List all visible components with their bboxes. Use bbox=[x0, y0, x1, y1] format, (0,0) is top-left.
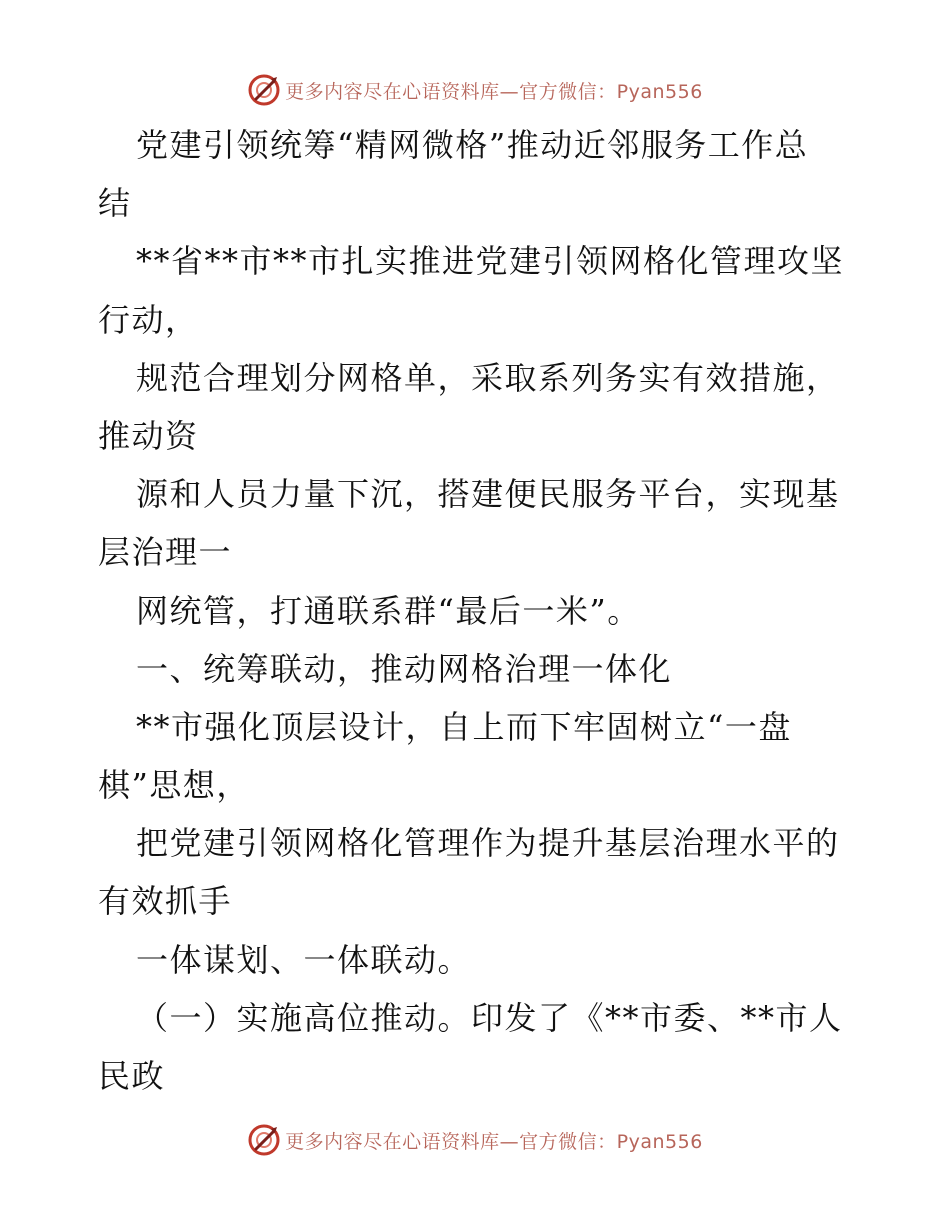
paragraph-line: 网统管，打通联系群“最后一米”。 bbox=[136, 591, 641, 630]
header-banner-text bbox=[285, 77, 703, 104]
document-body bbox=[98, 116, 858, 1105]
header-banner bbox=[0, 70, 950, 110]
paragraph-line: **市强化顶层设计，自上而下牢固树立“一盘 bbox=[136, 707, 792, 746]
footer-wechat: 官方微信：Pyan556 bbox=[519, 1130, 703, 1153]
footer-slogan: 更多内容尽在心语资料库 bbox=[285, 1130, 500, 1153]
header-wechat: 官方微信：Pyan556 bbox=[519, 80, 703, 103]
brand-logo-icon bbox=[247, 73, 281, 107]
paragraph-line: 一体谋划、一体联动。 bbox=[136, 940, 472, 979]
title-line-2: 结 bbox=[98, 184, 132, 223]
paragraph-line: 推动资 bbox=[98, 416, 199, 455]
brand-logo-icon bbox=[247, 1123, 281, 1157]
footer-separator: — bbox=[499, 1130, 520, 1153]
paragraph-line: 民政 bbox=[98, 1057, 166, 1095]
footer-banner bbox=[0, 1120, 950, 1160]
paragraph-line: 规范合理划分网格单，采取系列务实有效措施， bbox=[136, 358, 840, 397]
paragraph-line: 有效抓手 bbox=[98, 882, 233, 921]
footer-banner-text bbox=[285, 1127, 703, 1154]
paragraph-line: 把党建引领网格化管理作为提升基层治理水平的 bbox=[136, 824, 840, 863]
header-slogan: 更多内容尽在心语资料库 bbox=[285, 80, 500, 103]
section-heading: 一、统筹联动，推动网格治理一体化 bbox=[136, 649, 673, 688]
paragraph-line: 棋”思想， bbox=[98, 766, 250, 805]
paragraph-line: 层治理一 bbox=[98, 533, 233, 572]
title-line-1: 党建引领统筹“精网微格”推动近邻服务工作总 bbox=[136, 126, 809, 164]
paragraph-line: **省**市**市扎实推进党建引领网格化管理攻坚 bbox=[136, 242, 845, 281]
header-separator: — bbox=[499, 80, 520, 103]
paragraph-line: 源和人员力量下沉，搭建便民服务平台，实现基 bbox=[136, 475, 840, 514]
subsection-line: （一）实施高位推动。印发了《**市委、**市人 bbox=[136, 998, 843, 1037]
paragraph-line: 行动， bbox=[98, 300, 199, 339]
